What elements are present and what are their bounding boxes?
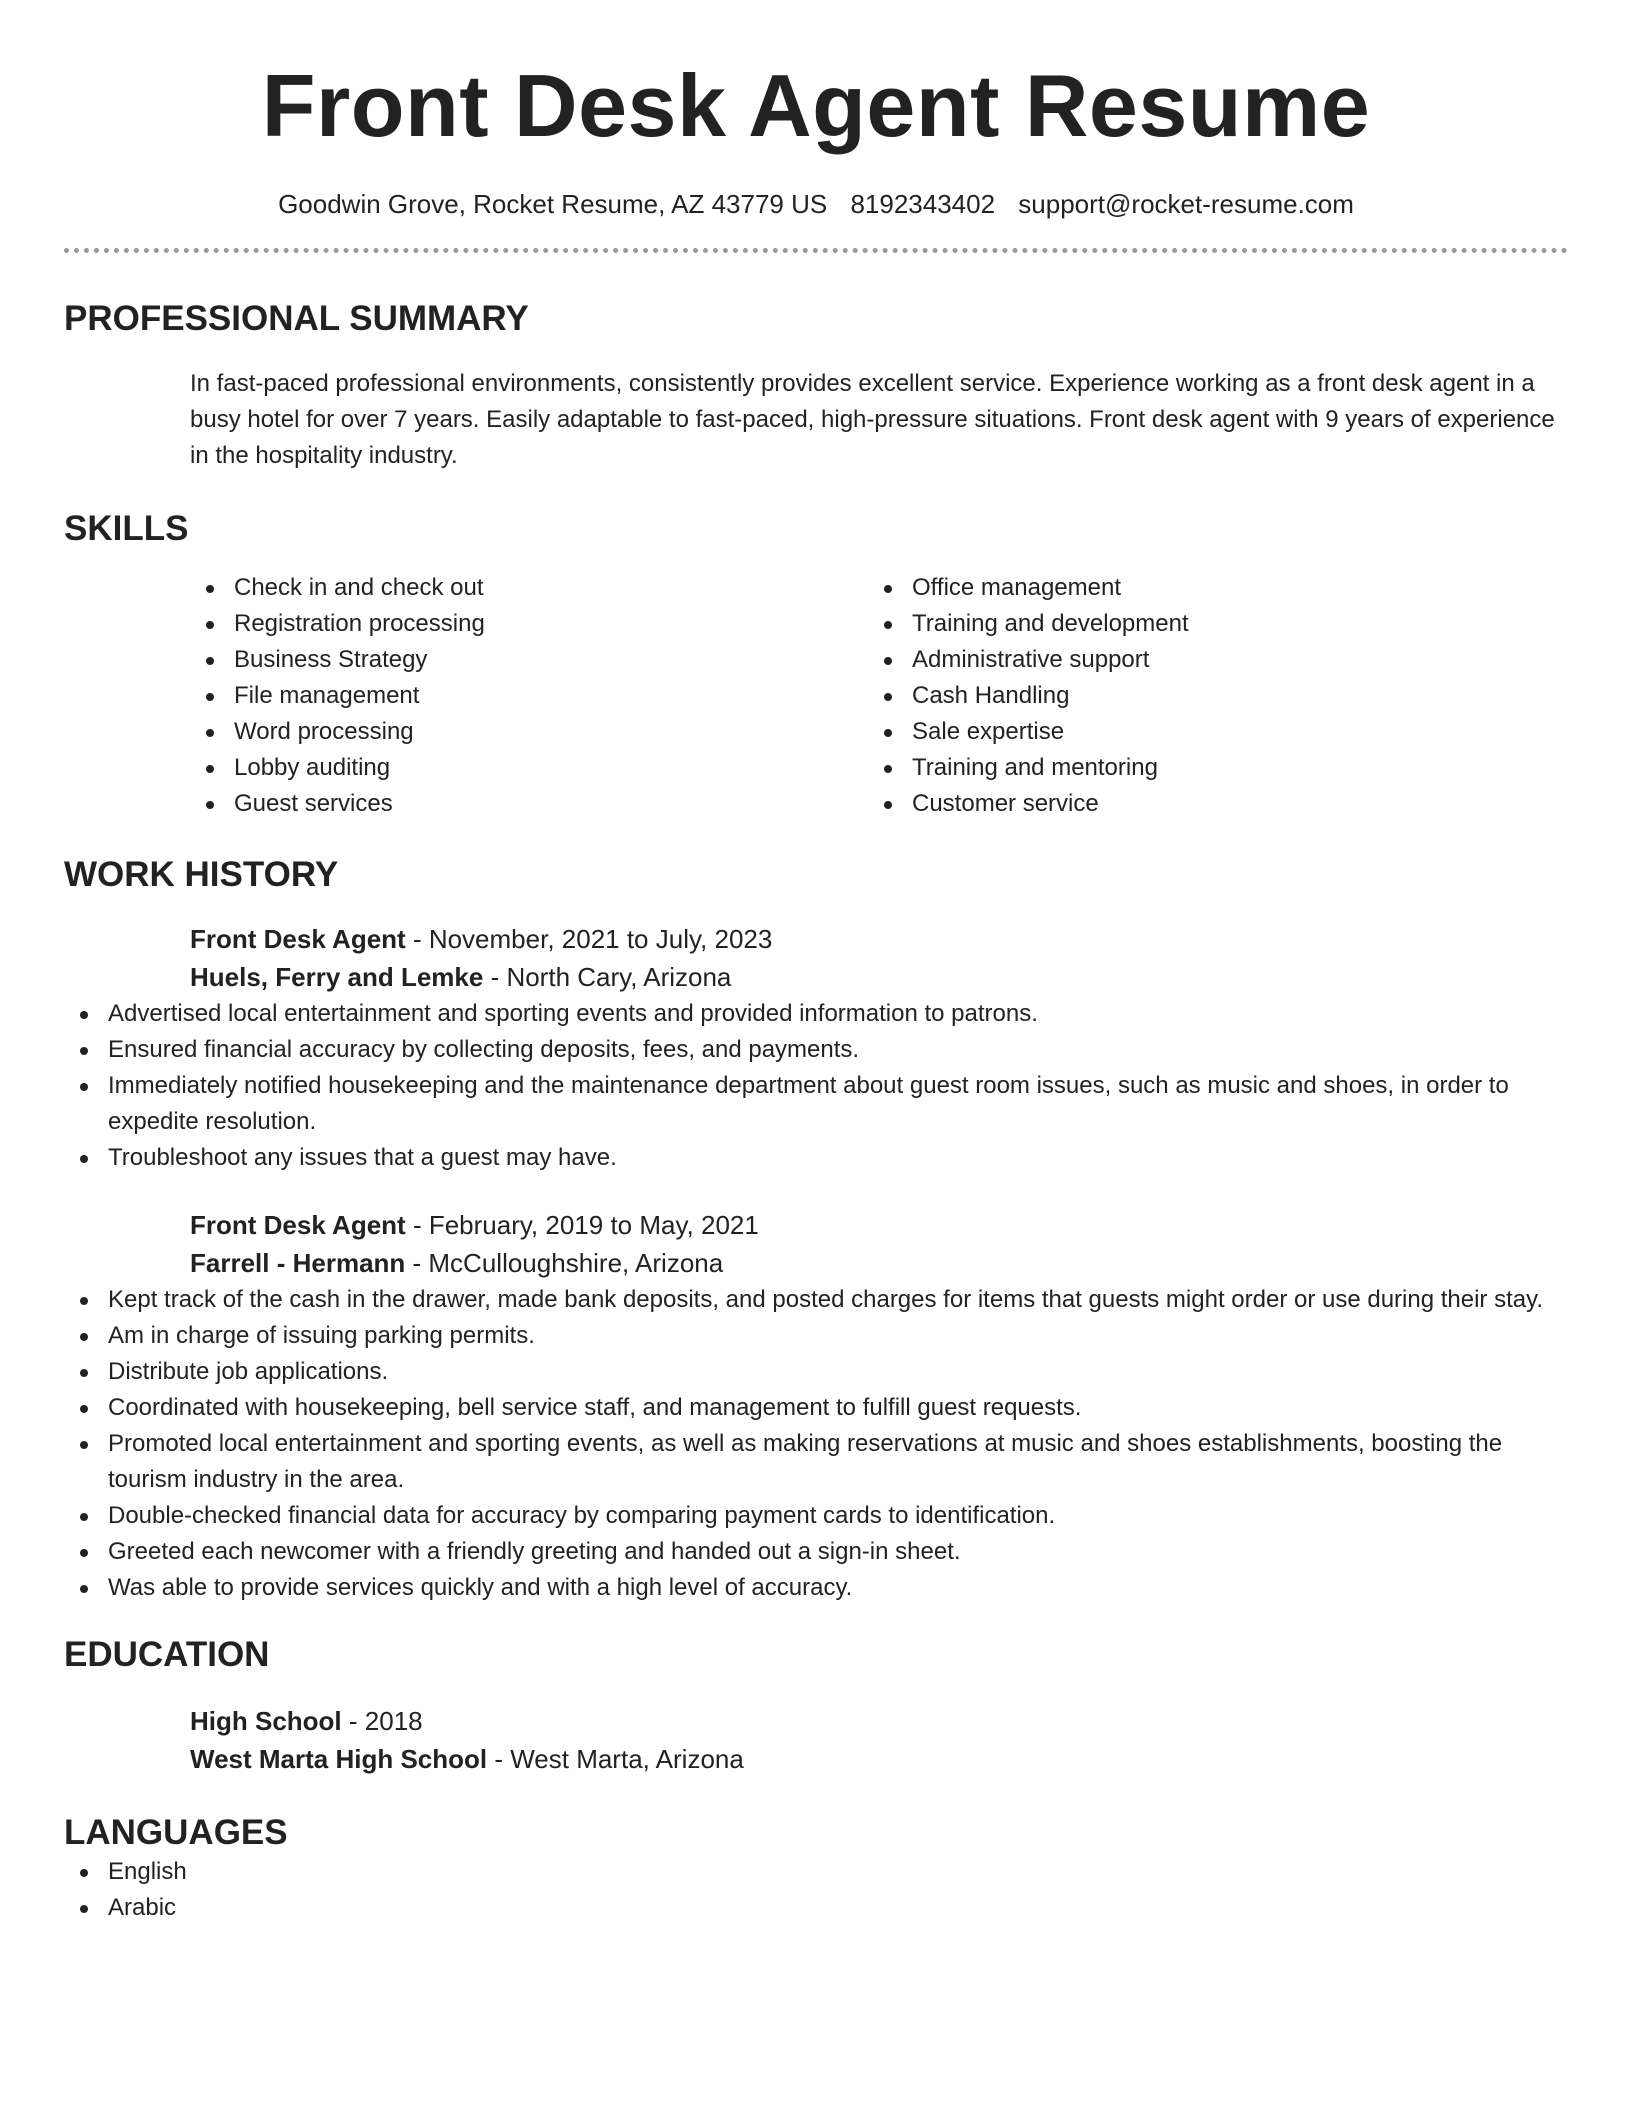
skill-item: Word processing: [190, 714, 868, 750]
skill-item: Sale expertise: [868, 714, 1189, 750]
languages-list: [64, 1854, 1568, 1926]
language-item: Arabic: [64, 1890, 1568, 1926]
job-dates: - November, 2021 to July, 2023: [405, 924, 773, 954]
job-bullet: Troubleshoot any issues that a guest may have.: [64, 1140, 1568, 1176]
job-role-line: [190, 920, 1568, 958]
skill-item: Registration processing: [190, 606, 868, 642]
section-title-languages: LANGUAGES: [64, 1813, 288, 1852]
contact-address: Goodwin Grove, Rocket Resume, AZ 43779 US: [278, 189, 828, 219]
skill-item: Lobby auditing: [190, 750, 868, 786]
job-dates: - February, 2019 to May, 2021: [405, 1210, 759, 1240]
job-bullets: [64, 1282, 1568, 1606]
job-bullet: Was able to provide services quickly and with a high level of accuracy.: [64, 1570, 1568, 1606]
section-title-skills: SKILLS: [64, 509, 189, 548]
education-degree-line: [190, 1702, 1568, 1740]
resume-title: Front Desk Agent Resume: [261, 56, 1371, 155]
contact-email: support@rocket-resume.com: [1018, 189, 1354, 219]
skills-column-left: [190, 570, 868, 822]
job-bullet: Double-checked financial data for accuracy by comparing payment cards to identification.: [64, 1498, 1568, 1534]
job-bullet: Promoted local entertainment and sporting events, as well as making reservations at music and shoes establishments, boosting the tourism industry in the area.: [64, 1426, 1568, 1498]
job-bullets: [64, 996, 1568, 1176]
skill-item: File management: [190, 678, 868, 714]
education-school: West Marta High School: [190, 1744, 488, 1774]
job-entry: [190, 1206, 1568, 1282]
skill-item: Office management: [868, 570, 1189, 606]
skill-item: Training and development: [868, 606, 1189, 642]
job-bullet: Kept track of the cash in the drawer, made bank deposits, and posted charges for items that guests might order or use during their stay.: [64, 1282, 1568, 1318]
skill-item: Customer service: [868, 786, 1189, 822]
skills-list: [190, 570, 1568, 822]
education-entry: [190, 1702, 1568, 1778]
job-bullet: Coordinated with housekeeping, bell service staff, and management to fulfill guest requests.: [64, 1390, 1568, 1426]
job-bullet: Advertised local entertainment and sporting events and provided information to patrons.: [64, 996, 1568, 1032]
job-entry: [190, 920, 1568, 996]
skill-item: Training and mentoring: [868, 750, 1189, 786]
job-bullet: Distribute job applications.: [64, 1354, 1568, 1390]
job-bullet: Immediately notified housekeeping and the maintenance department about guest room issues, such as music and shoes, in order to expedite resolution.: [64, 1068, 1568, 1140]
job-bullet: Am in charge of issuing parking permits.: [64, 1318, 1568, 1354]
job-role: Front Desk Agent: [190, 924, 406, 954]
job-company: Huels, Ferry and Lemke: [190, 962, 484, 992]
skill-item: Guest services: [190, 786, 868, 822]
job-bullet: Greeted each newcomer with a friendly greeting and handed out a sign-in sheet.: [64, 1534, 1568, 1570]
job-location: - McCulloughshire, Arizona: [405, 1248, 724, 1278]
education-location: - West Marta, Arizona: [487, 1744, 744, 1774]
section-title-education: EDUCATION: [64, 1635, 270, 1674]
job-role-line: [190, 1206, 1568, 1244]
section-title-work-history: WORK HISTORY: [64, 855, 339, 894]
job-bullet: Ensured financial accuracy by collecting deposits, fees, and payments.: [64, 1032, 1568, 1068]
summary-text: In fast-paced professional environments, consistently provides excellent service. Experience working as a front desk agent in a busy hotel for over 7 years. Easily adaptable to fast-paced, high-pressure situations. Front desk agent with 9 years of experience in the hospitality industry.: [190, 370, 1555, 469]
header-divider: [64, 248, 1568, 253]
job-role: Front Desk Agent: [190, 1210, 406, 1240]
skill-item: Cash Handling: [868, 678, 1189, 714]
job-company: Farrell - Hermann: [190, 1248, 406, 1278]
contact-phone: 8192343402: [850, 189, 996, 219]
education-degree: High School: [190, 1706, 342, 1736]
skill-item: Business Strategy: [190, 642, 868, 678]
education-year: - 2018: [341, 1706, 423, 1736]
job-company-line: [190, 958, 1568, 996]
skill-item: Administrative support: [868, 642, 1189, 678]
skills-column-right: [868, 570, 1189, 822]
job-company-line: [190, 1244, 1568, 1282]
contact-line: [64, 186, 1568, 222]
job-location: - North Cary, Arizona: [483, 962, 732, 992]
education-school-line: [190, 1740, 1568, 1778]
language-item: English: [64, 1854, 1568, 1890]
section-title-summary: PROFESSIONAL SUMMARY: [64, 299, 529, 338]
skill-item: Check in and check out: [190, 570, 868, 606]
